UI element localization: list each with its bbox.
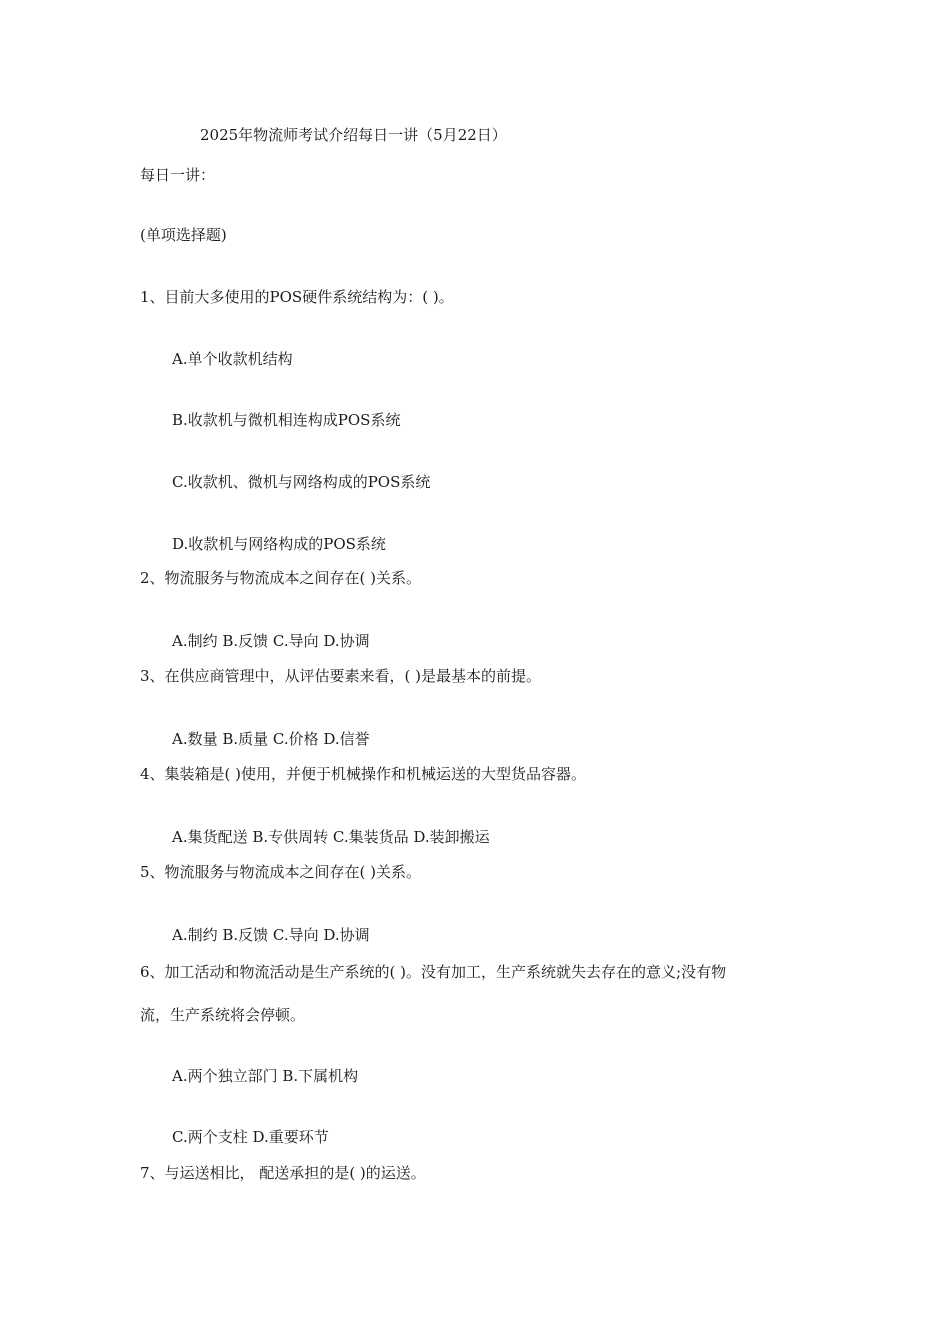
question-1: 1、目前大多使用的POS硬件系统结构为：( )。 xyxy=(140,288,454,306)
question-4-options: A.集货配送 B.专供周转 C.集装货品 D.装卸搬运 xyxy=(172,828,490,846)
question-6: 6、加工活动和物流活动是生产系统的( )。没有加工，生产系统就失去存在的意义;没有物 xyxy=(140,963,727,981)
intro-text: 每日一讲： xyxy=(140,166,216,184)
question-3-options: A.数量 B.质量 C.价格 D.信誉 xyxy=(172,730,370,748)
question-6-option-cd: C.两个支柱 D.重要环节 xyxy=(172,1128,329,1146)
document-title: 2025年物流师考试介绍每日一讲（5月22日） xyxy=(200,126,507,144)
question-1-option-c: C.收款机、微机与网络构成的POS系统 xyxy=(172,473,431,491)
question-1-option-d: D.收款机与网络构成的POS系统 xyxy=(172,535,386,553)
question-2-options: A.制约 B.反馈 C.导向 D.协调 xyxy=(172,632,370,650)
question-6-continued: 流，生产系统将会停顿。 xyxy=(140,1006,306,1024)
question-5-options: A.制约 B.反馈 C.导向 D.协调 xyxy=(172,926,370,944)
question-1-option-a: A.单个收款机结构 xyxy=(172,350,293,368)
question-7: 7、与运送相比， 配送承担的是( )的运送。 xyxy=(140,1164,426,1182)
question-3: 3、在供应商管理中，从评估要素来看，( )是最基本的前提。 xyxy=(140,667,542,685)
question-1-option-b: B.收款机与微机相连构成POS系统 xyxy=(172,411,401,429)
question-5: 5、物流服务与物流成本之间存在( )关系。 xyxy=(140,863,422,881)
question-6-option-ab: A.两个独立部门 B.下属机构 xyxy=(172,1067,359,1085)
section-heading: (单项选择题) xyxy=(140,226,227,244)
question-2: 2、物流服务与物流成本之间存在( )关系。 xyxy=(140,569,422,587)
question-4: 4、集装箱是( )使用，并便于机械操作和机械运送的大型货品容器。 xyxy=(140,765,587,783)
